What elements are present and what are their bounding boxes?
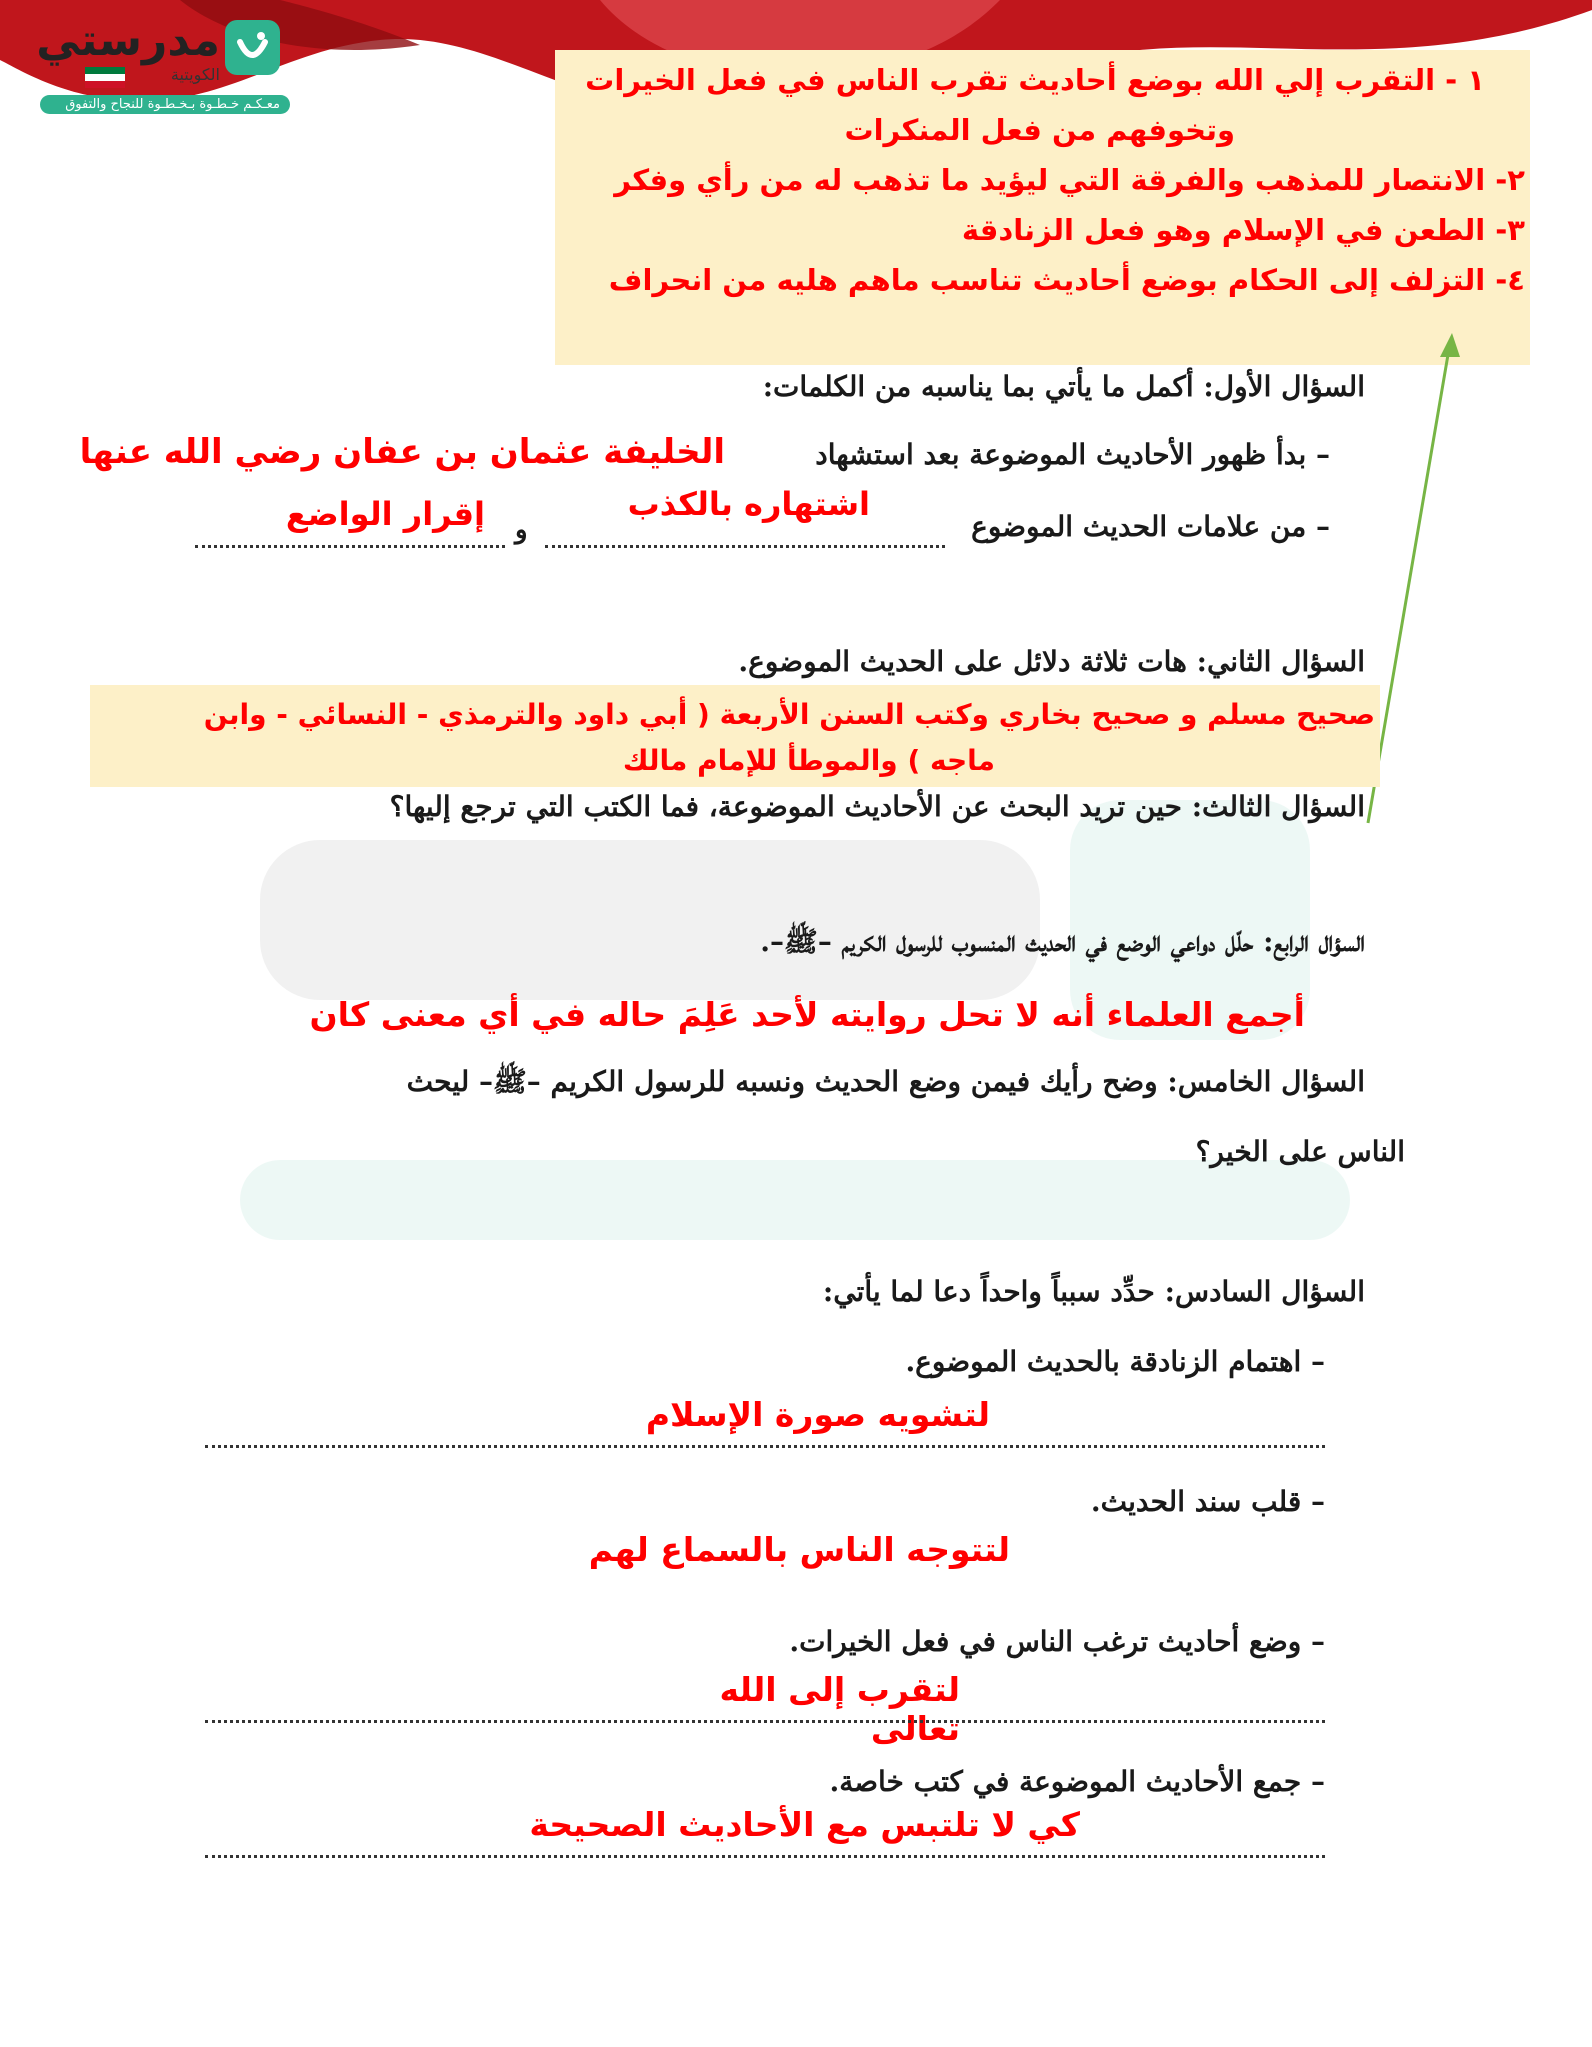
answer-line xyxy=(205,1855,1325,1858)
question-4-answer: أجمع العلماء أنه لا تحل روايته لأحد عَلِمَ حاله في أي معنى كان xyxy=(309,995,1305,1034)
answer-blank xyxy=(195,545,505,548)
question-1-item-1: – بدأ ظهور الأحاديث الموضوعة بعد استشهاد xyxy=(815,438,1330,471)
question-2-title: السؤال الثاني: هات ثلاثة دلائل على الحديث الموضوع. xyxy=(738,645,1365,678)
logo-name: مدرستي xyxy=(36,15,220,66)
kuwait-flag-icon xyxy=(85,67,125,89)
question-6-item-2-answer: لتتوجه الناس بالسماع لهم xyxy=(588,1530,1010,1569)
question-1-title: السؤال الأول: أكمل ما يأتي بما يناسبه من الكلمات: xyxy=(762,370,1365,403)
question-5-title-line-2: الناس على الخير؟ xyxy=(1195,1135,1405,1168)
question-6-item-3-answer: لتقرب إلى الله تعالى xyxy=(719,1670,960,1748)
reason-line-3: ٢- الانتصار للمذهب والفرقة التي ليؤيد ما تذهب له من رأي وفكر xyxy=(614,163,1525,197)
logo xyxy=(30,15,290,125)
question-1-item-2: – من علامات الحديث الموضوع xyxy=(971,510,1330,543)
answer-blank xyxy=(545,545,945,548)
question-1-item-2-answer-b: إقرار الواضع xyxy=(285,495,485,533)
question-6-item-1-answer: لتشويه صورة الإسلام xyxy=(645,1395,990,1434)
reason-line-1: ١ - التقرب إلي الله بوضع أحاديث تقرب الناس في فعل الخيرات xyxy=(585,63,1485,97)
logo-tagline: معـكـم خـطـوة بـخـطـوة للنجاح والتفوق xyxy=(40,95,290,114)
question-1-item-2-and: و xyxy=(515,515,528,545)
answer-line xyxy=(205,1720,1325,1723)
answer-line xyxy=(205,1445,1325,1448)
question-1-item-2-answer-a: اشتهاره بالكذب xyxy=(627,485,870,523)
question-4-title: السؤال الرابع: حلّل دواعي الوضع في الحديث المنسوب للرسول الكريم –ﷺ–. xyxy=(760,925,1365,958)
question-6-item-3: – وضع أحاديث ترغب الناس في فعل الخيرات. xyxy=(789,1625,1325,1658)
question-6-item-4: – جمع الأحاديث الموضوعة في كتب خاصة. xyxy=(829,1765,1325,1798)
reason-line-4: ٣- الطعن في الإسلام وهو فعل الزنادقة xyxy=(961,213,1525,247)
question-6-item-4-answer: كي لا تلتبس مع الأحاديث الصحيحة xyxy=(529,1805,1080,1844)
reason-line-2: وتخوفهم من فعل المنكرات xyxy=(844,113,1235,147)
question-2-answer-line-2: ماجه ) والموطأ للإمام مالك xyxy=(622,744,995,777)
question-6-item-1: – اهتمام الزنادقة بالحديث الموضوع. xyxy=(905,1345,1325,1378)
logo-subtitle: الكويتية xyxy=(170,65,220,84)
question-1-item-1-answer: الخليفة عثمان بن عفان رضي الله عنها xyxy=(79,432,725,472)
reason-line-5: ٤- التزلف إلى الحكام بوضع أحاديث تناسب ماهم هليه من انحراف xyxy=(608,263,1525,297)
question-2-answer xyxy=(100,692,1375,784)
question-2-answer-line-1: صحيح مسلم و صحيح بخاري وكتب السنن الأربعة ( أبي داود والترمذي - النسائي - وابن xyxy=(203,698,1375,731)
answer-box-text xyxy=(565,55,1525,305)
question-3-title: السؤال الثالث: حين تريد البحث عن الأحاديث الموضوعة، فما الكتب التي ترجع إليها؟ xyxy=(389,790,1365,823)
logo-mark-icon xyxy=(225,20,280,75)
question-6-title: السؤال السادس: حدِّد سبباً واحداً دعا لما يأتي: xyxy=(822,1275,1365,1308)
question-5-title-line-1: السؤال الخامس: وضح رأيك فيمن وضع الحديث ونسبه للرسول الكريم –ﷺ– ليحث xyxy=(406,1065,1365,1098)
question-6-item-2: – قلب سند الحديث. xyxy=(1090,1485,1325,1518)
